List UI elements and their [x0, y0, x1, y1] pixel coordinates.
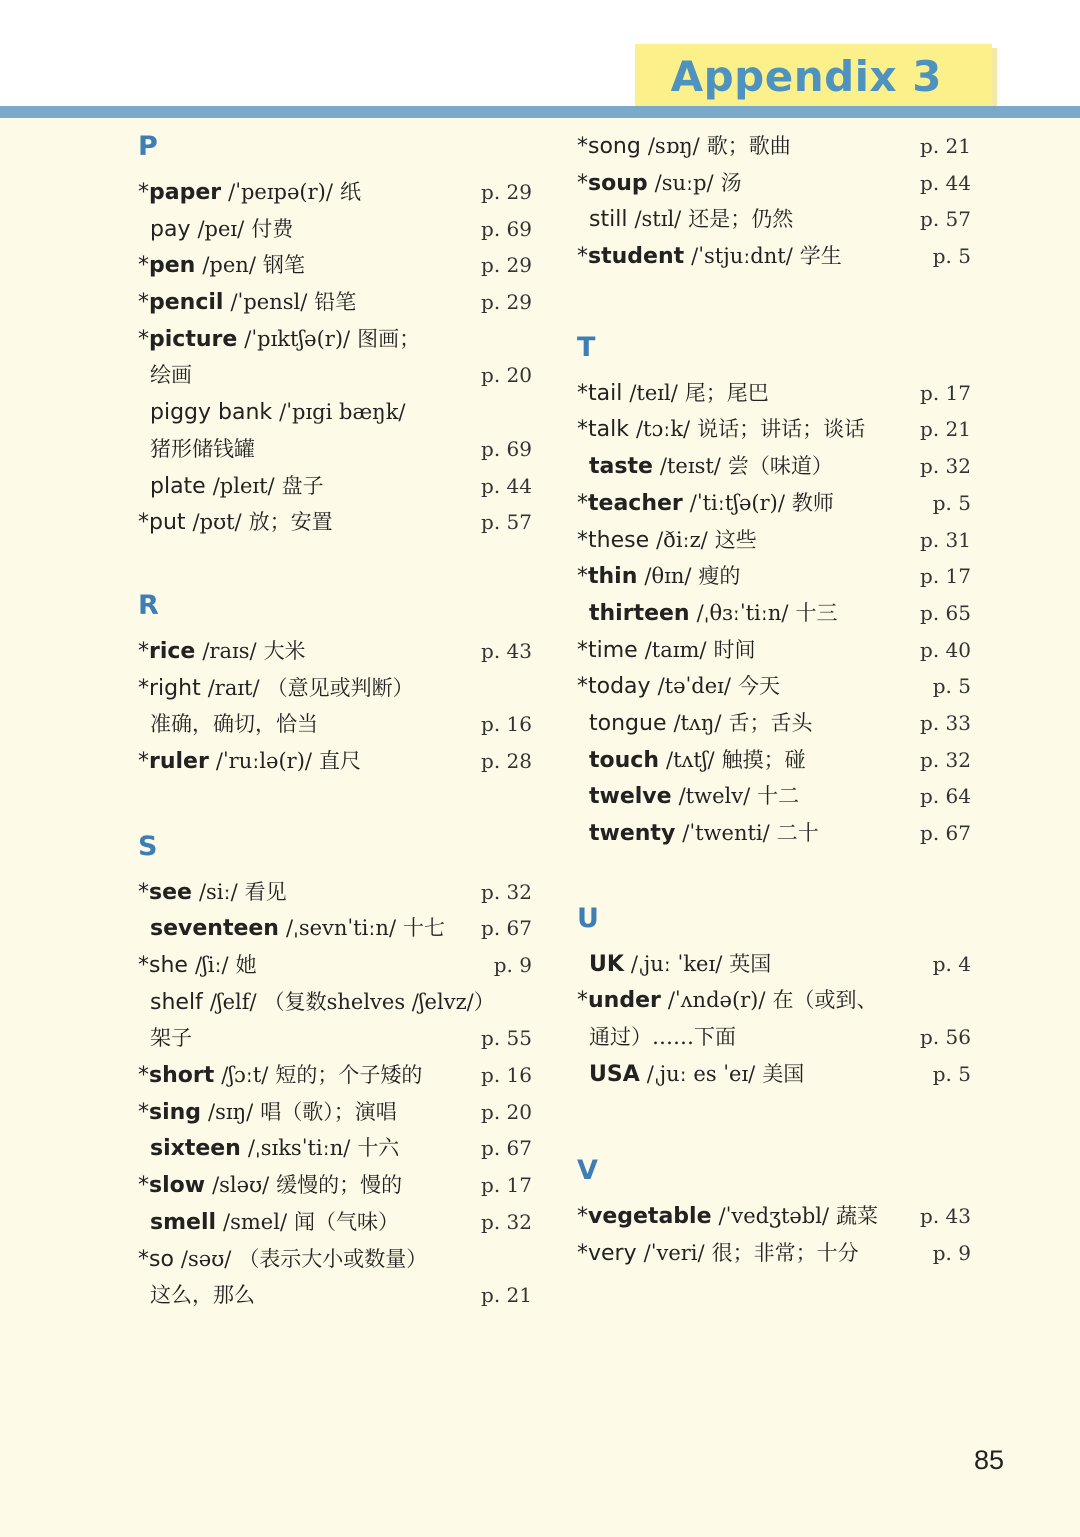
entry-phonetic: /ˌjuː es ˈeɪ/	[646, 1061, 756, 1086]
glossary-entry	[138, 1277, 538, 1314]
entry-lead: *	[577, 244, 588, 270]
entry-lead: *	[577, 1241, 588, 1267]
entry-lead	[138, 1136, 150, 1161]
entry-phonetic: /ˌsɪksˈtiːn/	[247, 1136, 351, 1161]
entry-meaning: 说话；讲话；谈话	[697, 417, 866, 442]
entry-phonetic: /pleɪt/	[212, 473, 275, 498]
entry-meaning: 短的；个子矮的	[275, 1063, 423, 1088]
entry-lead: *	[577, 380, 588, 406]
glossary-entry	[577, 411, 977, 448]
entry-meaning: 尾；尾巴	[684, 380, 769, 405]
entry-phonetic: /tʌtʃ/	[666, 747, 715, 772]
entry-lead: *	[138, 253, 149, 279]
entry-page-ref: p. 9	[932, 1241, 971, 1266]
entry-meaning: 猪形储钱罐	[150, 436, 255, 461]
entry-lead	[577, 454, 589, 479]
entry-lead: *	[577, 490, 588, 516]
glossary-entry	[138, 394, 538, 431]
entry-meaning: 这些	[714, 527, 757, 552]
page-number: 85	[974, 1445, 1005, 1475]
glossary-entry	[138, 874, 538, 911]
entry-page-ref: p. 5	[932, 1061, 971, 1086]
entry-meaning: 盘子	[281, 473, 324, 498]
entry-word: still	[589, 207, 628, 233]
entry-word: very	[588, 1241, 637, 1267]
entry-word: today	[588, 674, 651, 700]
glossary-entry	[138, 1057, 538, 1094]
entry-phonetic: /ˈpensl/	[230, 290, 308, 315]
glossary-entry	[577, 1056, 977, 1093]
entry-word: shelf	[150, 989, 203, 1015]
glossary-entry	[138, 947, 538, 984]
entry-meaning: 学生	[799, 244, 842, 269]
entry-word: these	[588, 527, 650, 553]
entry-meaning: 瘦的	[698, 564, 741, 589]
glossary-entry	[138, 284, 538, 321]
entry-page-ref: p. 20	[481, 363, 532, 388]
entry-word: rice	[149, 638, 196, 664]
entry-lead	[138, 400, 150, 425]
entry-phonetic: /pen/	[202, 253, 256, 278]
glossary-entry	[138, 174, 538, 211]
glossary-entry	[138, 431, 538, 468]
entry-phonetic: /ʃelf/	[209, 989, 257, 1014]
entry-word: teacher	[588, 490, 683, 516]
entry-lead: *	[138, 290, 149, 316]
entry-lead	[577, 207, 589, 232]
entry-word: she	[149, 953, 188, 978]
glossary-entry	[577, 375, 977, 412]
glossary-entry	[138, 504, 538, 541]
entry-word: soup	[588, 170, 648, 196]
entry-phonetic: /ʃiː/	[194, 953, 229, 977]
entry-lead: *	[138, 1099, 149, 1125]
entry-meaning: 铅笔	[314, 290, 357, 315]
section-letter: V	[577, 1155, 598, 1187]
entry-word: smell	[150, 1209, 217, 1235]
glossary-entry	[138, 357, 538, 394]
entry-meaning: 还是；仍然	[688, 207, 794, 232]
entry-lead: *	[138, 879, 149, 905]
entry-page-ref: p. 57	[481, 510, 532, 535]
entry-meaning: 教师	[791, 490, 834, 515]
entry-lead	[138, 1283, 150, 1308]
entry-meaning: （表示大小或数量）	[238, 1246, 428, 1271]
entry-meaning: （复数shelves /ʃelvz/）	[263, 989, 495, 1014]
entry-word: picture	[149, 326, 238, 352]
entry-lead: *	[577, 988, 588, 1014]
entry-meaning: 触摸；碰	[721, 747, 806, 772]
section-letter: T	[577, 331, 596, 363]
entry-meaning: 十六	[357, 1136, 400, 1161]
entry-meaning: 在（或到、	[772, 988, 878, 1013]
appendix-title: Appendix 3	[670, 51, 942, 101]
entry-meaning: 二十	[776, 821, 819, 845]
glossary-entry	[138, 1020, 538, 1057]
entry-page-ref: p. 40	[920, 637, 971, 662]
entry-lead	[577, 784, 589, 809]
entry-word: twenty	[589, 821, 676, 846]
entry-meaning: 尝（味道）	[727, 454, 833, 479]
glossary-entry	[577, 165, 977, 202]
entry-lead: *	[138, 953, 149, 978]
glossary-entry	[577, 632, 977, 669]
entry-meaning: 英国	[729, 951, 772, 976]
entry-phonetic: /ˈʌndə(r)/	[667, 988, 766, 1013]
entry-meaning: 今天	[737, 674, 780, 699]
entry-meaning: 通过）……下面	[589, 1025, 736, 1050]
entry-phonetic: /ˈveri/	[643, 1241, 705, 1266]
entry-word: piggy bank	[150, 400, 273, 426]
entry-meaning: 图画；	[357, 326, 421, 351]
entry-lead: *	[577, 417, 588, 443]
glossary-entry	[138, 211, 538, 248]
entry-word: sing	[149, 1099, 202, 1125]
entry-meaning: 绘画	[150, 363, 192, 388]
entry-lead	[577, 601, 589, 626]
entry-word: short	[149, 1063, 215, 1089]
entry-phonetic: /ˈtiːtʃə(r)/	[689, 490, 785, 515]
entry-meaning: 舌；舌头	[728, 710, 813, 735]
entry-lead: *	[138, 675, 149, 701]
glossary-entry	[577, 522, 977, 559]
entry-page-ref: p. 69	[481, 436, 532, 461]
glossary-entry	[577, 558, 977, 595]
entry-meaning: 钢笔	[262, 253, 305, 278]
entry-lead	[138, 437, 150, 462]
glossary-entry	[577, 1235, 977, 1272]
entry-meaning: 付费	[251, 216, 294, 241]
entry-meaning: 这么，那么	[150, 1283, 255, 1308]
entry-page-ref: p. 5	[932, 244, 971, 269]
entry-phonetic: /ˈvedʒtəbl/	[718, 1204, 830, 1229]
entry-phonetic: /tɔːk/	[635, 417, 691, 442]
entry-page-ref: p. 32	[481, 1209, 532, 1234]
glossary-section	[138, 128, 538, 541]
entry-meaning: 她	[235, 953, 257, 977]
appendix-title-banner	[635, 44, 992, 108]
entry-word: sixteen	[150, 1136, 241, 1162]
entry-page-ref: p. 28	[481, 748, 532, 773]
entry-meaning: 蔬菜	[836, 1204, 879, 1229]
glossary-entry	[138, 706, 538, 743]
entry-lead: *	[577, 134, 588, 159]
entry-meaning: （意见或判断）	[266, 675, 414, 700]
entry-phonetic: /smel/	[223, 1209, 288, 1234]
glossary-entry	[138, 984, 538, 1021]
glossary-entry	[138, 1204, 538, 1241]
entry-meaning: 汤	[720, 170, 742, 195]
entry-phonetic: /raɪs/	[202, 638, 257, 663]
glossary-section	[138, 828, 538, 1314]
entry-phonetic: /səʊ/	[180, 1246, 232, 1271]
entry-lead: *	[577, 170, 588, 196]
entry-meaning: 歌；歌曲	[706, 134, 791, 158]
entry-meaning: 时间	[713, 637, 756, 662]
entry-page-ref: p. 55	[481, 1026, 532, 1051]
entry-page-ref: p. 31	[920, 527, 971, 552]
entry-page-ref: p. 32	[481, 879, 532, 904]
entry-word: thirteen	[589, 600, 690, 626]
entry-phonetic: /twelv/	[678, 784, 751, 809]
entry-word: pencil	[149, 290, 224, 316]
entry-phonetic: /raɪt/	[207, 675, 260, 700]
entry-lead: *	[138, 1246, 149, 1272]
entry-lead	[577, 952, 589, 977]
entry-page-ref: p. 9	[493, 953, 532, 977]
glossary-entry	[138, 468, 538, 505]
entry-word: under	[588, 988, 661, 1014]
entry-lead: *	[138, 748, 149, 774]
entry-word: seventeen	[150, 916, 279, 942]
entry-phonetic: /peɪ/	[197, 216, 245, 241]
glossary-entry	[138, 1094, 538, 1131]
entry-phonetic: /sɪŋ/	[208, 1099, 254, 1124]
entry-word: tongue	[589, 710, 667, 736]
entry-meaning: 美国	[762, 1061, 805, 1086]
entry-lead: *	[138, 638, 149, 664]
entry-page-ref: p. 32	[920, 454, 971, 479]
entry-page-ref: p. 64	[920, 784, 971, 809]
entry-word: song	[588, 134, 641, 159]
glossary-entry	[577, 595, 977, 632]
entry-page-ref: p. 4	[932, 951, 971, 976]
glossary-entry	[577, 201, 977, 238]
glossary-entry	[577, 1198, 977, 1235]
header-rule	[0, 106, 1080, 118]
entry-meaning: 唱（歌）；演唱	[260, 1099, 397, 1124]
entry-meaning: 很；非常；十分	[711, 1241, 859, 1266]
entry-page-ref: p. 65	[920, 600, 971, 625]
glossary-entry	[577, 946, 977, 983]
entry-phonetic: /ˈpeɪpə(r)/	[228, 180, 333, 204]
entry-meaning: 架子	[150, 1026, 192, 1051]
glossary-entry	[577, 815, 977, 852]
entry-word: ruler	[149, 748, 209, 774]
entry-page-ref: p. 67	[920, 821, 971, 845]
entry-meaning: 看见	[244, 879, 287, 904]
glossary-entry	[577, 778, 977, 815]
entry-word: pay	[150, 216, 191, 242]
glossary-entry	[138, 743, 538, 780]
left-column	[138, 128, 538, 1314]
entry-meaning: 十七	[403, 916, 446, 941]
glossary-entry	[577, 1019, 977, 1056]
entry-meaning: 十二	[757, 784, 800, 809]
entry-word: pen	[149, 253, 196, 279]
entry-word: taste	[589, 454, 653, 480]
glossary-entry	[138, 1130, 538, 1167]
glossary-section	[577, 128, 977, 275]
entry-phonetic: /tʌŋ/	[673, 710, 722, 735]
entry-page-ref: p. 5	[932, 490, 971, 515]
entry-page-ref: p. 67	[481, 1136, 532, 1161]
entry-word: student	[588, 244, 685, 270]
entry-lead	[138, 363, 150, 388]
glossary-entry	[577, 128, 977, 165]
entry-phonetic: /ˈruːlə(r)/	[215, 748, 312, 773]
entry-page-ref: p. 29	[481, 253, 532, 278]
entry-word: touch	[589, 747, 659, 773]
entry-meaning: 纸	[339, 180, 361, 204]
entry-word: put	[149, 510, 186, 536]
glossary-section	[577, 900, 977, 1093]
entry-phonetic: /suːp/	[654, 170, 714, 195]
entry-lead	[577, 711, 589, 736]
entry-meaning: 缓慢的；慢的	[276, 1173, 403, 1198]
entry-lead: *	[138, 1063, 149, 1089]
entry-phonetic: /siː/	[198, 879, 238, 904]
entry-lead	[138, 1026, 150, 1051]
entry-page-ref: p. 20	[481, 1099, 532, 1124]
entry-phonetic: /ˈstjuːdnt/	[691, 244, 793, 269]
entry-lead	[138, 217, 150, 242]
entry-lead: *	[138, 1173, 149, 1199]
glossary-section	[577, 329, 977, 852]
section-letter: P	[138, 131, 158, 162]
entry-phonetic: /ðiːz/	[656, 527, 708, 552]
glossary-entry	[577, 705, 977, 742]
section-letter: R	[138, 589, 159, 621]
entry-word: so	[149, 1246, 174, 1272]
entry-word: slow	[149, 1173, 206, 1199]
glossary-entry	[138, 1167, 538, 1204]
entry-lead: *	[577, 564, 588, 590]
glossary-entry	[577, 982, 977, 1019]
entry-word: paper	[149, 180, 222, 205]
entry-lead: *	[138, 510, 149, 536]
entry-word: UK	[589, 951, 624, 977]
entry-page-ref: p. 44	[920, 170, 971, 195]
entry-lead	[577, 748, 589, 773]
entry-page-ref: p. 17	[920, 564, 971, 589]
entry-meaning: 十三	[795, 600, 838, 625]
entry-phonetic: /ˌsevnˈtiːn/	[285, 916, 397, 941]
entry-page-ref: p. 21	[920, 134, 971, 158]
glossary-section	[138, 587, 538, 780]
entry-page-ref: p. 16	[481, 712, 532, 737]
entry-page-ref: p. 69	[481, 216, 532, 241]
glossary-entry	[138, 247, 538, 284]
entry-phonetic: /ˈpɪgi bæŋk/	[279, 400, 406, 425]
entry-word: USA	[589, 1061, 640, 1087]
entry-lead	[138, 1210, 150, 1235]
entry-lead: *	[577, 527, 588, 553]
entry-page-ref: p. 56	[920, 1025, 971, 1050]
entry-page-ref: p. 29	[481, 290, 532, 315]
glossary-entry	[138, 633, 538, 670]
entry-word: thin	[588, 564, 638, 590]
right-column	[577, 128, 977, 1272]
entry-phonetic: /teɪl/	[629, 380, 678, 405]
entry-phonetic: /ˈpɪktʃə(r)/	[244, 326, 351, 351]
entry-phonetic: /ˈtwenti/	[682, 821, 770, 845]
glossary-entry	[577, 668, 977, 705]
entry-phonetic: /taɪm/	[644, 637, 707, 662]
entry-word: twelve	[589, 784, 672, 810]
entry-word: vegetable	[588, 1204, 712, 1230]
entry-page-ref: p. 16	[481, 1063, 532, 1088]
entry-meaning: 放；安置	[248, 510, 333, 535]
entry-phonetic: /təˈdeɪ/	[657, 674, 731, 699]
entry-page-ref: p. 57	[920, 207, 971, 232]
entry-page-ref: p. 21	[481, 1283, 532, 1308]
glossary-entry	[138, 321, 538, 358]
entry-word: right	[149, 675, 201, 701]
entry-page-ref: p. 17	[481, 1173, 532, 1198]
entry-phonetic: /ʃɔːt/	[221, 1063, 269, 1088]
entry-lead: *	[138, 180, 149, 205]
entry-phonetic: /teɪst/	[659, 454, 721, 479]
entry-meaning: 准确，确切，恰当	[150, 712, 318, 737]
entry-word: time	[588, 637, 638, 663]
section-letter: U	[577, 902, 599, 934]
entry-word: talk	[588, 417, 629, 443]
entry-page-ref: p. 43	[920, 1204, 971, 1229]
entry-lead	[577, 1062, 589, 1087]
entry-page-ref: p. 32	[920, 747, 971, 772]
glossary-entry	[138, 910, 538, 947]
entry-lead	[577, 1025, 589, 1050]
glossary-entry	[577, 238, 977, 275]
glossary-entry	[577, 448, 977, 485]
entry-page-ref: p. 29	[481, 180, 532, 204]
glossary-entry	[577, 485, 977, 522]
entry-meaning: 闻（气味）	[294, 1209, 400, 1234]
entry-meaning: 大米	[263, 638, 306, 663]
entry-phonetic: /θɪn/	[644, 564, 692, 589]
entry-phonetic: /sɒŋ/	[647, 134, 700, 158]
entry-lead: *	[138, 326, 149, 352]
entry-page-ref: p. 17	[920, 380, 971, 405]
entry-lead	[577, 821, 589, 846]
glossary-section	[577, 1152, 977, 1271]
entry-lead	[138, 474, 150, 499]
entry-lead: *	[577, 674, 588, 700]
entry-phonetic: /sləʊ/	[212, 1173, 270, 1198]
entry-page-ref: p. 67	[481, 916, 532, 941]
entry-lead: *	[577, 637, 588, 663]
entry-lead	[138, 916, 150, 941]
entry-phonetic: /ˌθɜːˈtiːn/	[696, 600, 789, 625]
entry-phonetic: /stɪl/	[634, 207, 682, 232]
entry-word: tail	[588, 380, 623, 406]
entry-page-ref: p. 21	[920, 417, 971, 442]
section-letter: S	[138, 830, 158, 862]
entry-page-ref: p. 33	[920, 710, 971, 735]
entry-lead: *	[577, 1204, 588, 1230]
glossary-entry	[138, 670, 538, 707]
entry-phonetic: /pʊt/	[192, 510, 242, 535]
entry-lead	[138, 712, 150, 737]
entry-word: see	[149, 879, 192, 905]
entry-meaning: 直尺	[318, 748, 361, 773]
entry-word: plate	[150, 473, 206, 499]
glossary-entry	[577, 742, 977, 779]
glossary-entry	[138, 1241, 538, 1278]
entry-phonetic: /ˌjuː ˈkeɪ/	[630, 951, 723, 976]
entry-page-ref: p. 43	[481, 638, 532, 663]
entry-page-ref: p. 44	[481, 473, 532, 498]
entry-page-ref: p. 5	[932, 674, 971, 699]
entry-lead	[138, 990, 150, 1015]
